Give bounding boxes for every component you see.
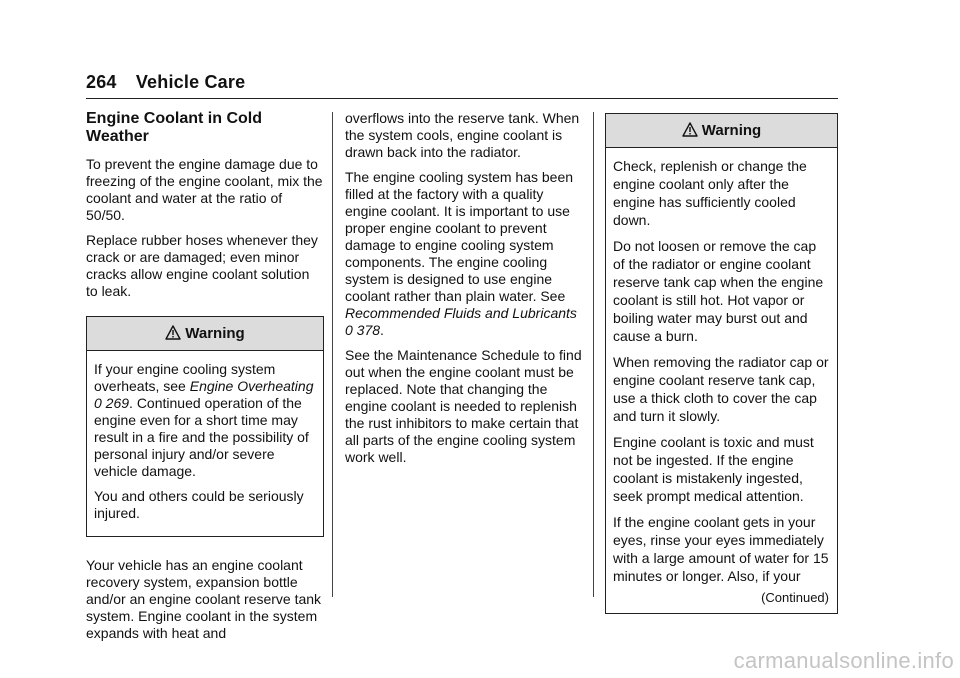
warning-paragraph: You and others could be seriously injured. — [94, 488, 304, 521]
column-divider — [332, 112, 333, 597]
column-1 — [86, 110, 324, 650]
warning-paragraph — [94, 361, 317, 480]
warning-title: Warning — [185, 325, 245, 342]
section-heading: Engine Coolant in Cold Weather — [86, 110, 262, 145]
warning-paragraph: If the engine coolant gets in your eyes, rinse your eyes immediately with a large amount of water for 15 minutes or longer. Also, if your — [613, 514, 829, 584]
page-reference[interactable]: 0 378 — [345, 322, 381, 338]
warning-header — [606, 114, 837, 148]
column-divider — [593, 112, 594, 597]
warning-paragraph: Check, replenish or change the engine coolant only after the engine has sufficiently cooled down. — [613, 158, 807, 228]
paragraph: See the Maintenance Schedule to find out when the engine coolant must be replaced. Note that changing the engine coolant is needed to replenish the rust inhibitors to make certain that all parts of the engine cooling system work well. — [345, 347, 582, 465]
warning-box — [86, 316, 324, 537]
warning-text: . Continued operation of the engine even for a short time may result in a fire and the possibility of personal injury and/or severe vehicle damage. — [94, 395, 309, 479]
paragraph-text: . — [380, 322, 384, 338]
paragraph — [345, 169, 585, 339]
page-number: 264 — [86, 72, 117, 92]
paragraph-text: The engine cooling system has been filled at the factory with a quality engine coolant. It is important to use proper engine coolant to prevent damage to engine cooling system components. The engine cooling system is designed to use engine coolant rather than plain water. See — [345, 169, 574, 304]
paragraph: Replace rubber hoses whenever they crack or are damaged; even minor cracks allow engine coolant solution to leak. — [86, 232, 318, 299]
header-rule — [86, 98, 838, 99]
warning-body — [87, 351, 323, 536]
watermark: carmanualsonline.info — [733, 648, 954, 673]
warning-triangle-icon — [165, 319, 181, 352]
column-3 — [605, 113, 838, 614]
warning-paragraph: Do not loosen or remove the cap of the radiator or engine coolant reserve tank cap when the engine coolant is still hot. Hot vapor or boiling water may burst out and cause a burn. — [613, 238, 824, 344]
warning-header — [87, 317, 323, 351]
paragraph: Your vehicle has an engine coolant recovery system, expansion bottle and/or an engine coolant reserve tank system. Engine coolant in the system expands with heat and — [86, 557, 322, 641]
page-reference[interactable]: 0 269 — [94, 395, 130, 411]
cross-reference-link[interactable]: Recommended Fluids and Lubricants — [345, 305, 577, 321]
page-header — [86, 72, 245, 93]
warning-paragraph: When removing the radiator cap or engine coolant reserve tank cap, use a thick cloth to cover the cap and turn it slowly. — [613, 354, 829, 424]
warning-triangle-icon — [682, 116, 698, 149]
warning-paragraph: Engine coolant is toxic and must not be ingested. If the engine coolant is mistakenly ingested, seek prompt medical attention. — [613, 434, 814, 504]
section-title: Vehicle Care — [135, 72, 246, 92]
column-2 — [345, 110, 585, 474]
cross-reference-link[interactable]: Engine Overheating — [189, 378, 314, 394]
warning-box — [605, 113, 838, 614]
warning-body — [606, 148, 837, 613]
paragraph: overflows into the reserve tank. When the system cools, engine coolant is drawn back into the radiator. — [345, 110, 580, 160]
warning-title: Warning — [701, 122, 762, 139]
paragraph: To prevent the engine damage due to freezing of the engine coolant, mix the coolant and water at the ratio of 50/50. — [86, 156, 323, 223]
warning-text: If your engine cooling system overheats, see — [94, 361, 276, 394]
continued-label: (Continued) — [761, 590, 829, 605]
